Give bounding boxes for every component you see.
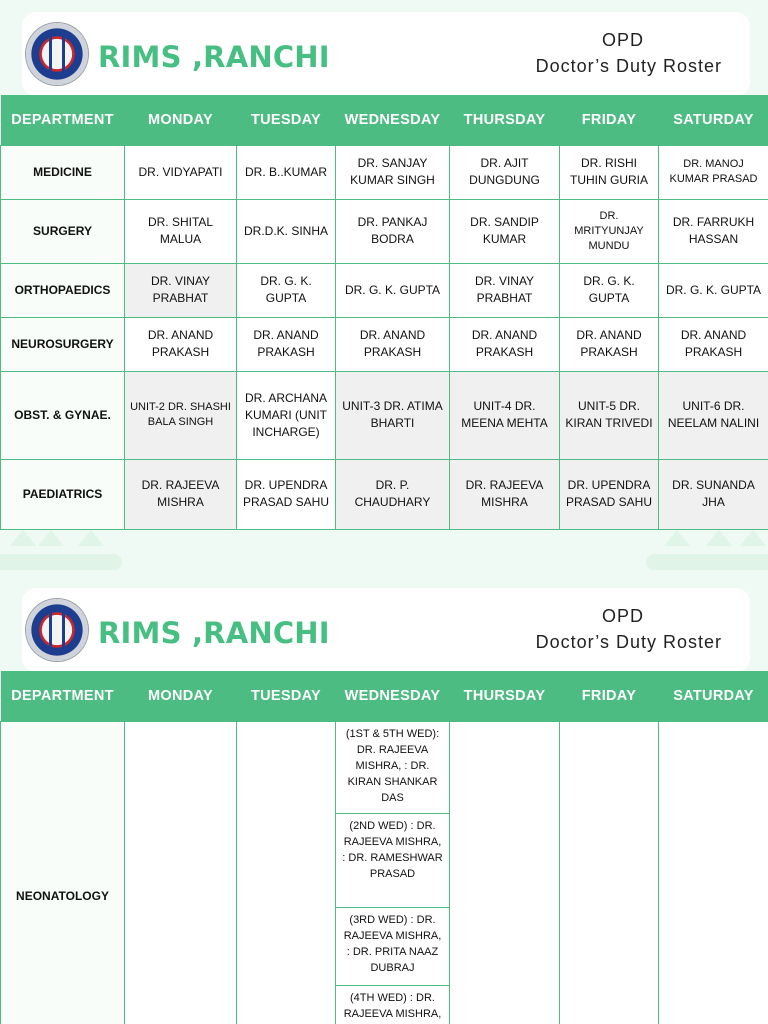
col-header-monday: MONDAY (125, 671, 237, 721)
col-header-saturday: SATURDAY (659, 95, 768, 145)
col-header-tuesday: TUESDAY (237, 671, 336, 721)
wednesday-schedule-entry: (4TH WED) : DR. RAJEEVA MISHRA, (343, 991, 442, 1020)
dept-cell: NEONATOLOGY (1, 721, 125, 1024)
duty-cell: DR. SANJAY KUMAR SINGH (336, 145, 450, 199)
rims-logo (26, 23, 88, 85)
org-title: RIMS ,RANCHI (98, 40, 330, 74)
table-row (1, 263, 768, 317)
roster-subtitle: Doctor’s Duty Roster (535, 632, 722, 652)
duty-cell: DR. P. CHAUDHARY (336, 459, 450, 529)
duty-cell: UNIT-6 DR. NEELAM NALINI (659, 371, 768, 459)
duty-cell: DR. SUNANDA JHA (659, 459, 768, 529)
duty-cell (659, 721, 768, 1024)
col-header-tuesday: TUESDAY (237, 95, 336, 145)
duty-cell: DR. G. K. GUPTA (336, 263, 450, 317)
duty-cell: UNIT-5 DR. KIRAN TRIVEDI (560, 371, 659, 459)
dept-cell: MEDICINE (1, 145, 125, 199)
col-header-friday: FRIDAY (560, 95, 659, 145)
duty-cell: DR. ANAND PRAKASH (336, 317, 450, 371)
wednesday-schedule-entry: (3RD WED) : DR. RAJEEVA MISHRA, : DR. PRITA NAAZ DUBRAJ (336, 908, 449, 986)
table-header-row (1, 671, 768, 721)
duty-cell (450, 721, 560, 1024)
duty-cell (560, 721, 659, 1024)
duty-cell: DR. VIDYAPATI (125, 145, 237, 199)
decorative-divider (0, 528, 768, 574)
duty-cell: DR. RISHI TUHIN GURIA (560, 145, 659, 199)
duty-cell: UNIT-2 DR. SHASHI BALA SINGH (125, 371, 237, 459)
dept-cell: PAEDIATRICS (1, 459, 125, 529)
duty-cell: DR. VINAY PRABHAT (125, 263, 237, 317)
duty-cell: DR. RAJEEVA MISHRA (450, 459, 560, 529)
duty-cell: DR. MRITYUNJAY MUNDU (560, 199, 659, 263)
roster-table (0, 95, 768, 530)
duty-cell: DR. G. K. GUPTA (560, 263, 659, 317)
dept-cell: NEUROSURGERY (1, 317, 125, 371)
duty-cell: DR.D.K. SINHA (237, 199, 336, 263)
duty-cell: DR. ARCHANA KUMARI (UNIT INCHARGE) (237, 371, 336, 459)
col-header-friday: FRIDAY (560, 671, 659, 721)
duty-cell: DR. ANAND PRAKASH (450, 317, 560, 371)
duty-cell: UNIT-3 DR. ATIMA BHARTI (336, 371, 450, 459)
opd-label: OPD (601, 606, 644, 626)
duty-cell: DR. RAJEEVA MISHRA (125, 459, 237, 529)
duty-cell: DR. PANKAJ BODRA (336, 199, 450, 263)
table-row (1, 145, 768, 199)
col-header-department: DEPARTMENT (1, 95, 125, 145)
duty-cell: DR. G. K. GUPTA (659, 263, 768, 317)
table-row (1, 371, 768, 459)
duty-cell: DR. ANAND PRAKASH (659, 317, 768, 371)
header-card (22, 12, 750, 96)
col-header-department: DEPARTMENT (1, 671, 125, 721)
table-row (1, 459, 768, 529)
duty-cell: DR. SHITAL MALUA (125, 199, 237, 263)
duty-cell: DR. ANAND PRAKASH (560, 317, 659, 371)
table-header-row (1, 95, 768, 145)
col-header-thursday: THURSDAY (450, 671, 560, 721)
col-header-wednesday: WEDNESDAY (336, 95, 450, 145)
duty-cell: DR. ANAND PRAKASH (125, 317, 237, 371)
duty-cell: UNIT-4 DR. MEENA MEHTA (450, 371, 560, 459)
col-header-thursday: THURSDAY (450, 95, 560, 145)
roster-table-continued (0, 671, 768, 1024)
col-header-wednesday: WEDNESDAY (336, 671, 450, 721)
duty-cell-wednesday (336, 721, 450, 1024)
duty-cell: DR. UPENDRA PRASAD SAHU (237, 459, 336, 529)
duty-cell: DR. UPENDRA PRASAD SAHU (560, 459, 659, 529)
duty-cell (125, 721, 237, 1024)
col-header-monday: MONDAY (125, 95, 237, 145)
table-row (1, 721, 768, 1024)
duty-cell: DR. ANAND PRAKASH (237, 317, 336, 371)
duty-cell: DR. SANDIP KUMAR (450, 199, 560, 263)
duty-cell: DR. AJIT DUNGDUNG (450, 145, 560, 199)
header-card (22, 588, 750, 672)
wednesday-schedule-entry: (1ST & 5TH WED): DR. RAJEEVA MISHRA, : DR. KIRAN SHANKAR DAS (336, 722, 449, 814)
duty-cell: DR. VINAY PRABHAT (450, 263, 560, 317)
dept-cell: ORTHOPAEDICS (1, 263, 125, 317)
duty-cell (237, 721, 336, 1024)
opd-label: OPD (601, 30, 644, 50)
table-row (1, 199, 768, 263)
dept-cell: OBST. & GYNAE. (1, 371, 125, 459)
duty-cell: DR. B..KUMAR (237, 145, 336, 199)
wednesday-schedule-entry: (2ND WED) : DR. RAJEEVA MISHRA, : DR. RAMESHWAR PRASAD (336, 814, 449, 908)
duty-cell: DR. G. K. GUPTA (237, 263, 336, 317)
org-title: RIMS ,RANCHI (98, 616, 330, 650)
duty-cell: DR. MANOJ KUMAR PRASAD (659, 145, 768, 199)
col-header-saturday: SATURDAY (659, 671, 768, 721)
rims-logo (26, 599, 88, 661)
table-row (1, 317, 768, 371)
roster-subtitle: Doctor’s Duty Roster (535, 56, 722, 76)
duty-cell: DR. FARRUKH HASSAN (659, 199, 768, 263)
dept-cell: SURGERY (1, 199, 125, 263)
